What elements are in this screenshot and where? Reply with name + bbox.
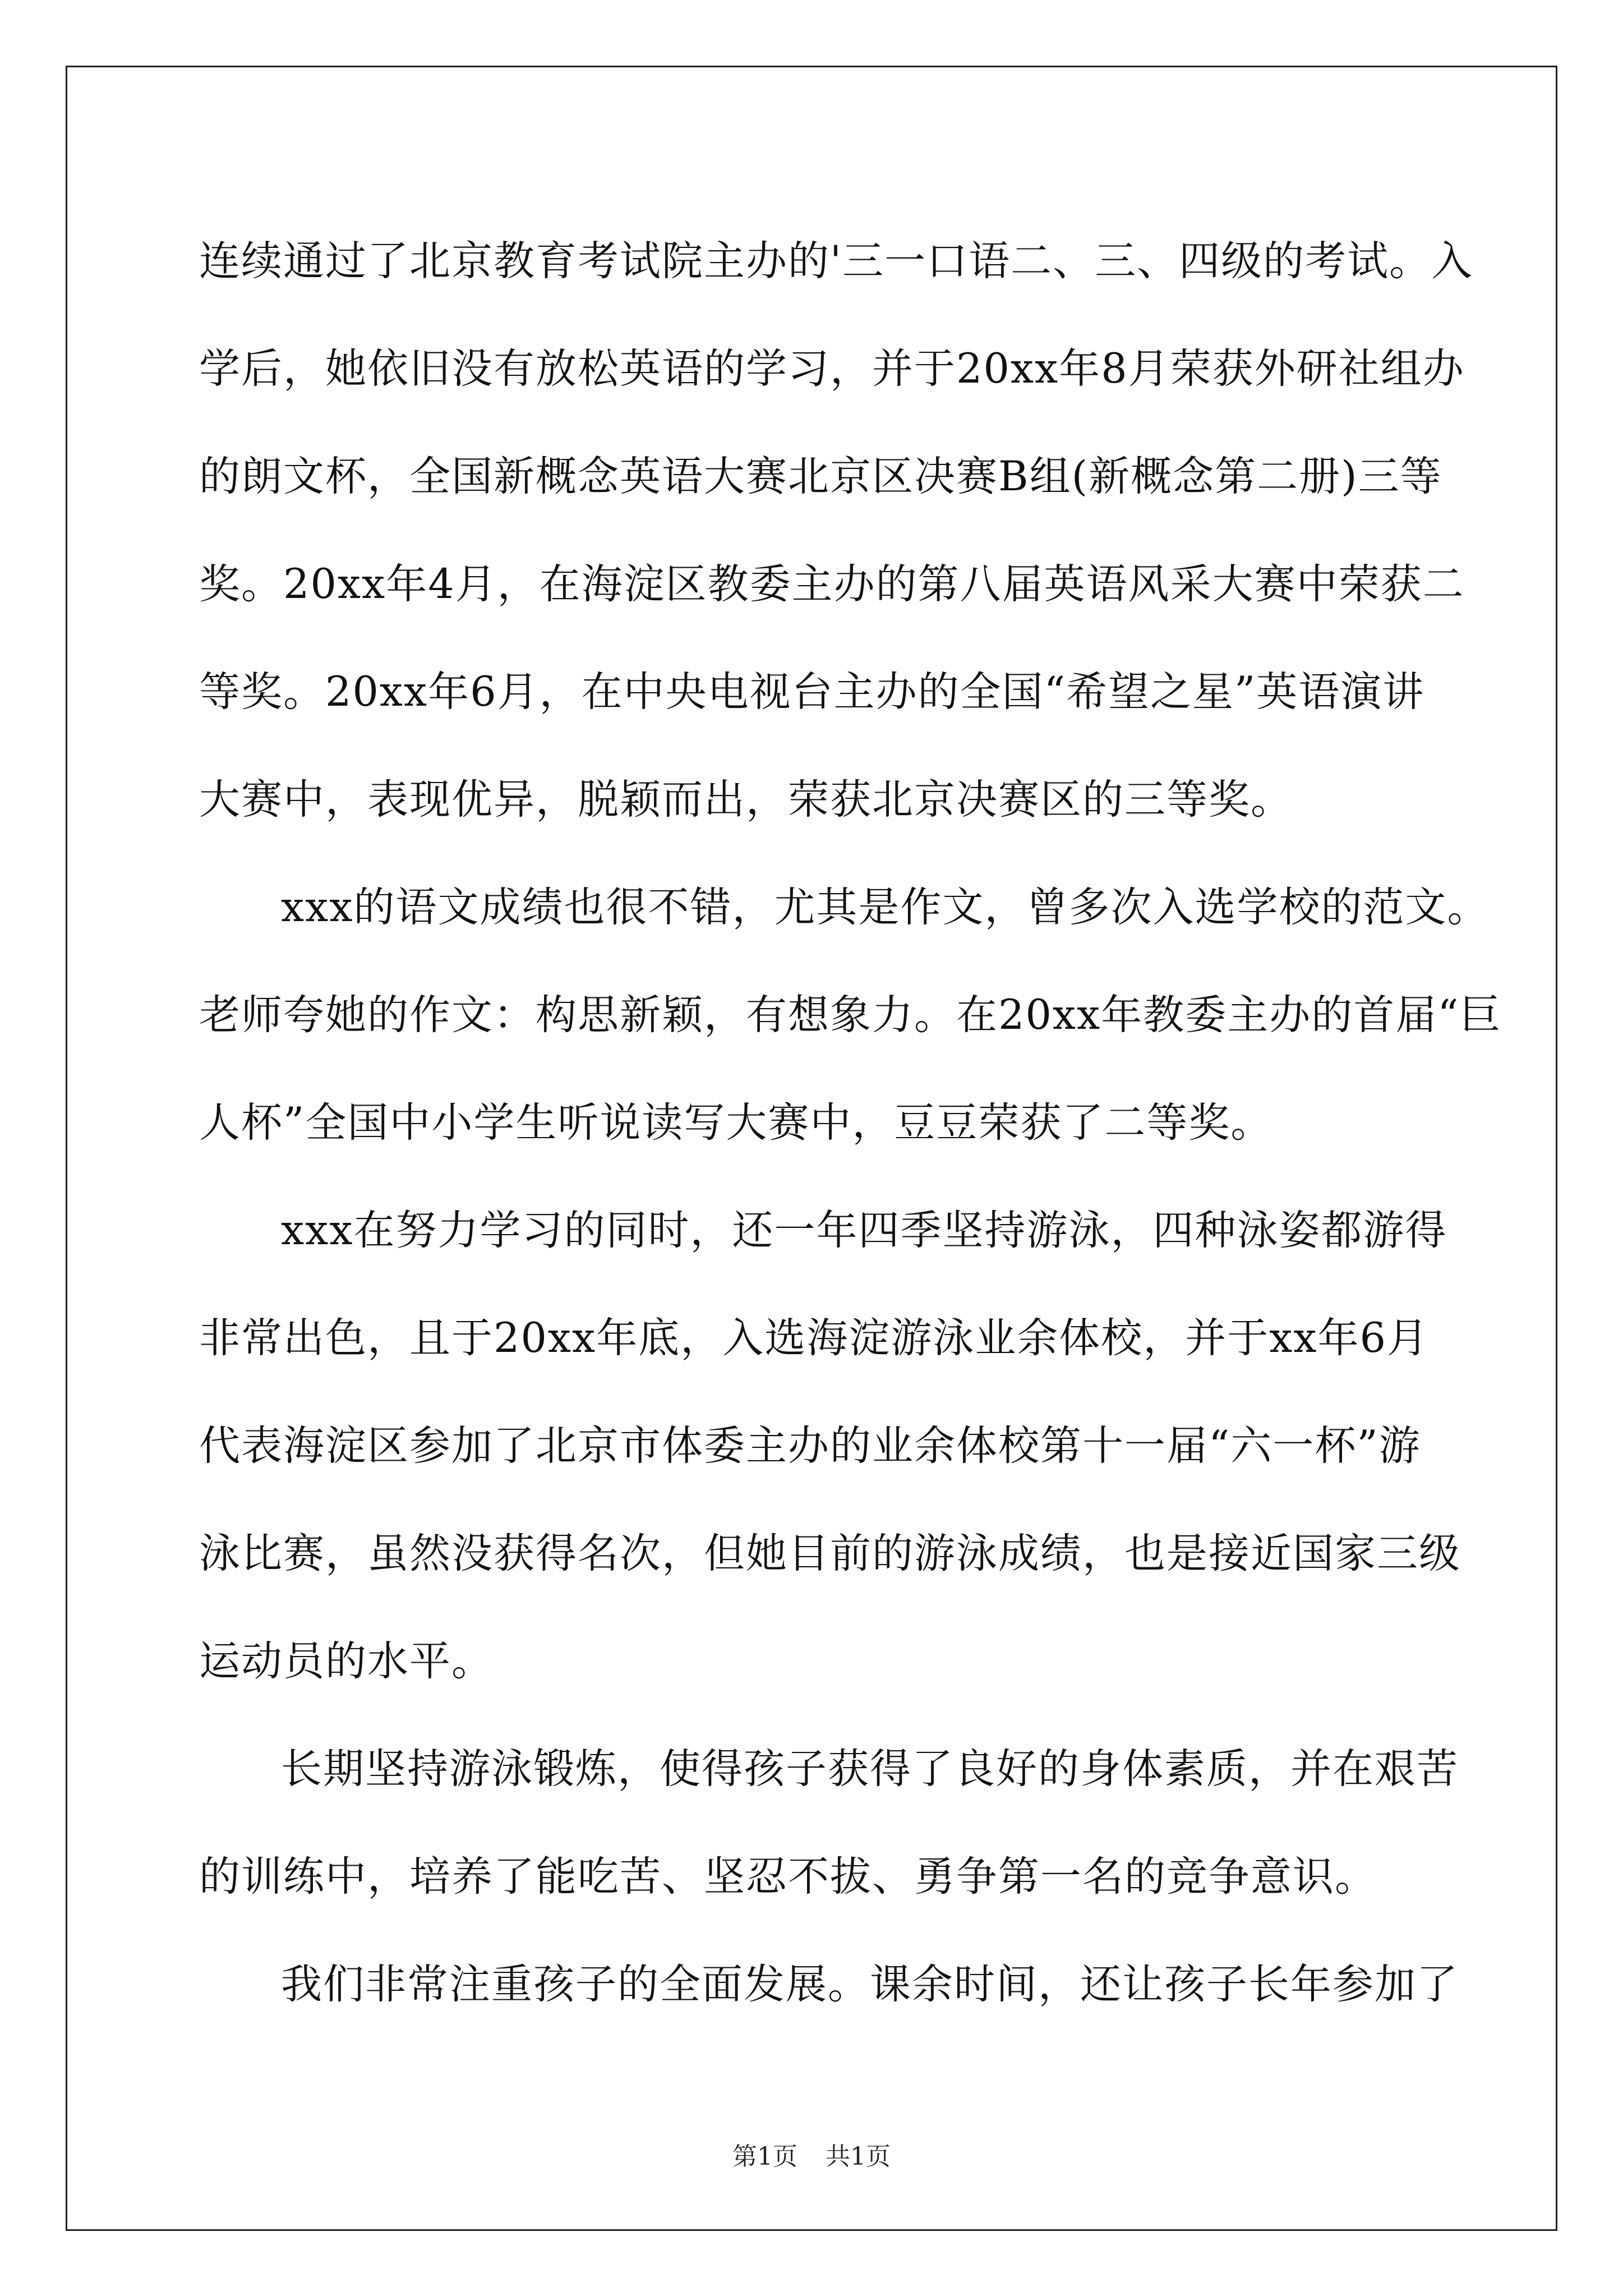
text-line: 长期坚持游泳锻炼，使得孩子获得了良好的身体素质，并在艰苦 [281, 1745, 1459, 1793]
text-line: 我们非常注重孩子的全面发展。课余时间，还让孩子长年参加了 [281, 1961, 1459, 2008]
paragraph-block [199, 208, 1502, 2039]
text-line: xxx在努力学习的同时，还一年四季坚持游泳，四种泳姿都游得 [281, 1207, 1447, 1254]
text-line: 大赛中，表现优异，脱颖而出，荣获北京决赛区的三等奖。 [199, 776, 1293, 823]
text-line: 奖。20xx年4月，在海淀区教委主办的第八届英语风采大赛中荣获二 [199, 560, 1465, 608]
page-footer [0, 2140, 1623, 2174]
text-line: 的朗文杯，全国新概念英语大赛北京区决赛B组(新概念第二册)三等 [199, 453, 1442, 500]
text-line: 代表海淀区参加了北京市体委主办的业余体校第十一届“六一杯”游 [199, 1422, 1421, 1470]
text-line: 老师夸她的作文：构思新颖，有想象力。在20xx年教委主办的首届“巨 [199, 991, 1502, 1039]
document-body [199, 208, 1502, 2039]
text-line: xxx的语文成绩也很不错，尤其是作文，曾多次入选学校的范文。 [281, 884, 1490, 931]
text-line: 学后，她依旧没有放松英语的学习，并于20xx年8月荣获外研社组办 [199, 345, 1465, 393]
text-line: 泳比赛，虽然没获得名次，但她目前的游泳成绩，也是接近国家三级 [199, 1530, 1461, 1577]
text-line: 非常出色，且于20xx年底，入选海淀游泳业余体校，并于xx年6月 [199, 1314, 1430, 1362]
text-line: 等奖。20xx年6月，在中央电视台主办的全国“希望之星”英语演讲 [199, 668, 1425, 716]
page-total: 共1页 [826, 2142, 891, 2171]
text-line: 人杯”全国中小学生听说读写大赛中，豆豆荣获了二等奖。 [199, 1099, 1273, 1147]
text-line: 的训练中，培养了能吃苦、坚忍不拔、勇争第一名的竞争意识。 [199, 1853, 1377, 1901]
text-line: 连续通过了北京教育考试院主办的'三一口语二、三、四级的考试。入 [199, 237, 1474, 285]
text-line: 运动员的水平。 [199, 1637, 494, 1685]
page-number: 第1页 [732, 2142, 797, 2171]
